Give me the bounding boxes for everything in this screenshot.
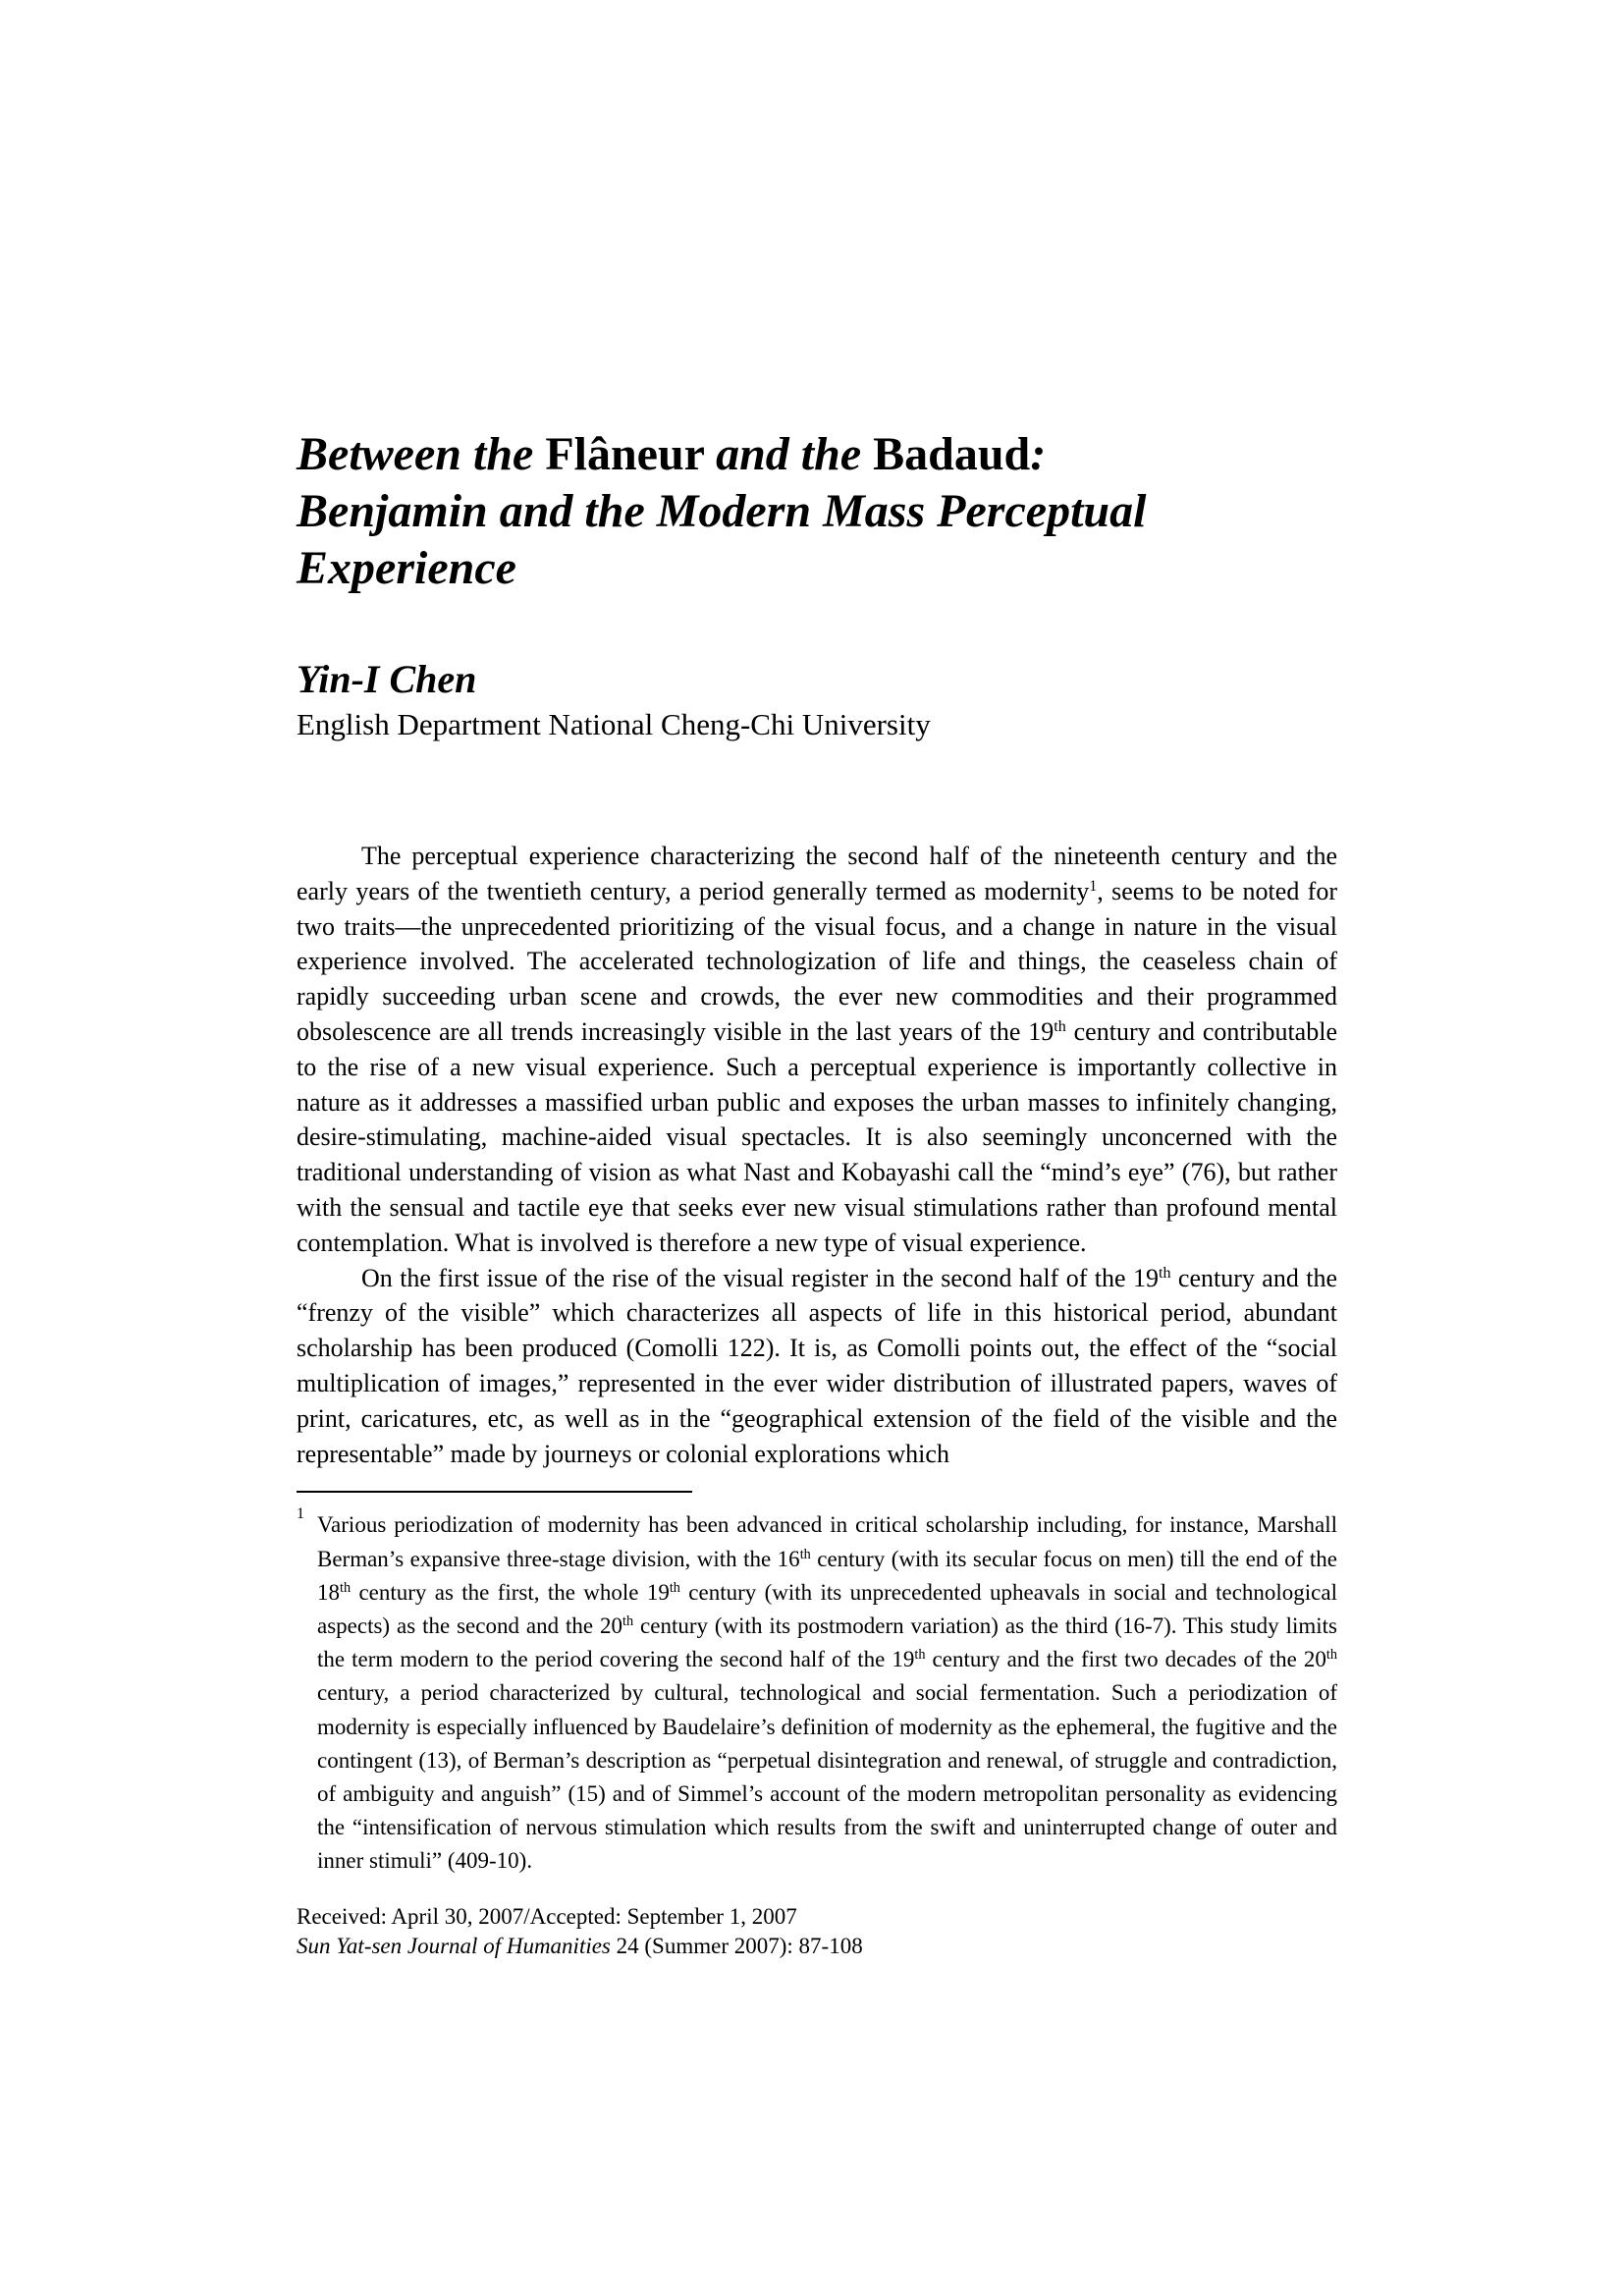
ordinal-suffix: th	[340, 1579, 351, 1596]
footnote-marker: 1	[297, 1505, 304, 1523]
author-affiliation: English Department National Cheng-Chi University	[297, 707, 931, 741]
footnote-reference: 1	[1089, 877, 1098, 895]
title-segment: Between the	[297, 428, 534, 480]
footnote-text: century, a period characterized by cultural, technological and social fermentation. Such a periodization of modernity is especially influenced by Baudelaire’s definition of modernity as the ephemeral, the fugitive and the contingent (13), of Berman’s description as “perpetual disintegration and renewal, of struggle and contradiction, of ambiguity and anguish” (15) and of Simmel’s account of the modern metropolitan personality as evidencing the “intensification of nervous stimulation which results from the swift and uninterrupted change of outer and inner stimuli” (409-10).	[317, 1680, 1337, 1874]
paper-title	[297, 426, 1337, 597]
footnote-text: century and the first two decades of the 20	[925, 1647, 1326, 1672]
title-segment: and the	[716, 428, 862, 480]
ordinal-suffix: th	[914, 1647, 926, 1664]
title-colon: :	[1030, 428, 1047, 480]
paragraph	[297, 1261, 1337, 1472]
paragraph-text: On the first issue of the rise of the visual register in the second half of the 19	[361, 1263, 1159, 1292]
ordinal-suffix: th	[1158, 1264, 1171, 1282]
journal-issue: 24 (Summer 2007): 87-108	[610, 1933, 863, 1958]
paragraph-text: century and the “frenzy of the visible” which characterizes all aspects of life in this historical period, abundant scholarship has been produced (Comolli 122). It is, as Comolli points out, the effect of the “social multiplication of images,” represented in the ever wider distribution of illustrated papers, waves of print, caricatures, etc, as well as in the “geographical extension of the field of the visible and the representable” made by journeys or colonial explorations which	[297, 1263, 1338, 1468]
paragraph-text: , seems to be noted for two traits—the unprecedented prioritizing of the visual focus, and a change in nature in the visual experience involved. The accelerated technologization of life and things, the ceaseless chain of rapidly succeeding urban scene and crowds, the ever new commodities and their programmed obsolescence are all trends increasingly visible in the last years of the 19	[297, 876, 1338, 1046]
ordinal-suffix: th	[1054, 1018, 1066, 1036]
received-accepted-dates: Received: April 30, 2007/Accepted: September 1, 2007	[297, 1903, 797, 1929]
title-line-3: Experience	[297, 542, 516, 594]
ordinal-suffix: th	[669, 1579, 680, 1596]
footnote-text: century (with its secular focus on men) till the end of the 18	[317, 1546, 1338, 1605]
body-text	[297, 839, 1337, 1471]
paragraph-text: century and contributable to the rise of a new visual experience. Such a perceptual experience is importantly collective in nature as it addresses a massified urban public and exposes the urban masses to infinitely changing, desire-stimulating, machine-aided visual spectacles. It is also seemingly unconcerned with the traditional understanding of vision as what Nast and Kobayashi call the “mind’s eye” (76), but rather with the sensual and tactile eye that seeks ever new visual stimulations rather than profound mental contemplation. What is involved is therefore a new type of visual experience.	[297, 1016, 1337, 1257]
footnote-text: century (with its unprecedented upheavals in social and technological aspects) as the second and the 20	[317, 1579, 1337, 1638]
ordinal-suffix: th	[1325, 1647, 1337, 1664]
footnote-text: century as the first, the whole 19	[351, 1579, 670, 1605]
journal-citation	[297, 1932, 1337, 1961]
paragraph-text: The perceptual experience characterizing the second half of the nineteenth century and the early years of the twentieth century, a period generally termed as modernity	[297, 842, 1337, 905]
publication-info	[297, 1902, 1337, 1961]
paper-first-page	[297, 426, 1337, 1961]
title-term-flaneur: Flâneur	[545, 428, 705, 480]
journal-name: Sun Yat-sen Journal of Humanities	[297, 1933, 611, 1958]
footnote-text: Various periodization of modernity has been advanced in critical scholarship including, for instance, Marshall Berman’s expansive three-stage division, with the 16	[317, 1512, 1337, 1571]
paragraph	[297, 839, 1337, 1261]
title-term-badaud: Badaud	[873, 428, 1031, 480]
ordinal-suffix: th	[622, 1613, 634, 1630]
footnote	[297, 1505, 1338, 1878]
footnote-text: century (with its postmodern variation) as the third (16-7). This study limits the term modern to the period covering the second half of the 19	[317, 1613, 1337, 1672]
ordinal-suffix: th	[799, 1546, 811, 1562]
footnote-divider	[297, 1491, 692, 1493]
title-line-2: Benjamin and the Modern Mass Perceptual	[297, 485, 1147, 537]
author-name: Yin-I Chen	[297, 657, 477, 701]
